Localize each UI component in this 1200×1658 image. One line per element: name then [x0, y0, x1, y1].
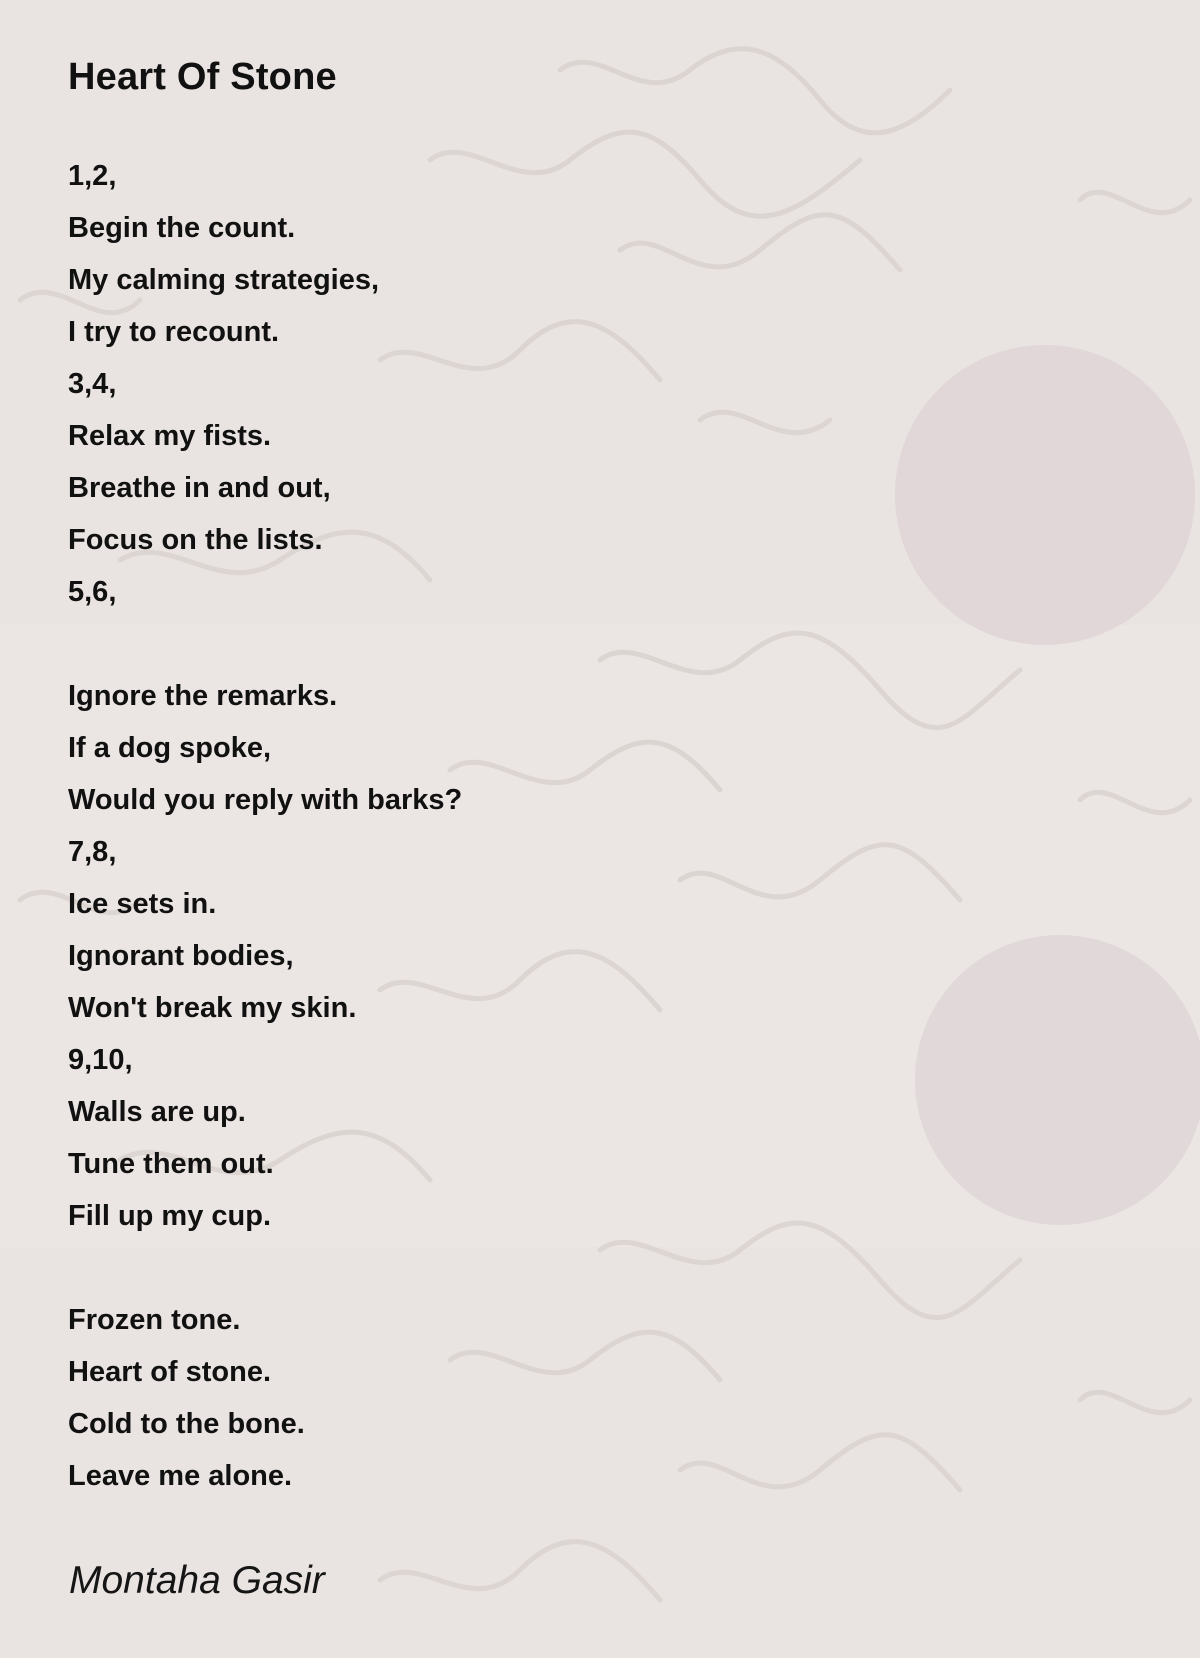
poem-line: Ice sets in. — [68, 888, 217, 920]
poem-line: 7,8, — [68, 836, 117, 868]
poem-line: Breathe in and out, — [68, 472, 331, 504]
poem-line: Frozen tone. — [68, 1304, 241, 1336]
poem-line: Cold to the bone. — [68, 1408, 305, 1440]
poem-line: Ignore the remarks. — [68, 680, 338, 712]
poem-line: My calming strategies, — [68, 264, 380, 296]
poem-line: Heart of stone. — [68, 1356, 272, 1388]
poem-body — [68, 150, 1068, 1502]
poem-line: Walls are up. — [68, 1096, 246, 1128]
poem-line: 3,4, — [68, 368, 117, 400]
poem-line: 9,10, — [68, 1044, 133, 1076]
poem-line: 1,2, — [68, 160, 117, 192]
poem-line: Ignorant bodies, — [68, 940, 294, 972]
poem-line: I try to recount. — [68, 316, 280, 348]
poem-line: Relax my fists. — [68, 420, 272, 452]
stanza-break — [68, 618, 1068, 670]
poem-line: Leave me alone. — [68, 1460, 293, 1492]
poem-line: Tune them out. — [68, 1148, 274, 1180]
poem-line: Fill up my cup. — [68, 1200, 272, 1232]
poem-line: Begin the count. — [68, 212, 296, 244]
poem-line: If a dog spoke, — [68, 732, 272, 764]
poem-line: Would you reply with barks? — [68, 784, 463, 816]
poem-line: Focus on the lists. — [68, 524, 323, 556]
poem-title: Heart Of Stone — [68, 56, 337, 98]
stanza-break — [68, 1242, 1068, 1294]
poem-author: Montaha Gasir — [69, 1559, 325, 1602]
poem-line: Won't break my skin. — [68, 992, 357, 1024]
poem-line: 5,6, — [68, 576, 117, 608]
